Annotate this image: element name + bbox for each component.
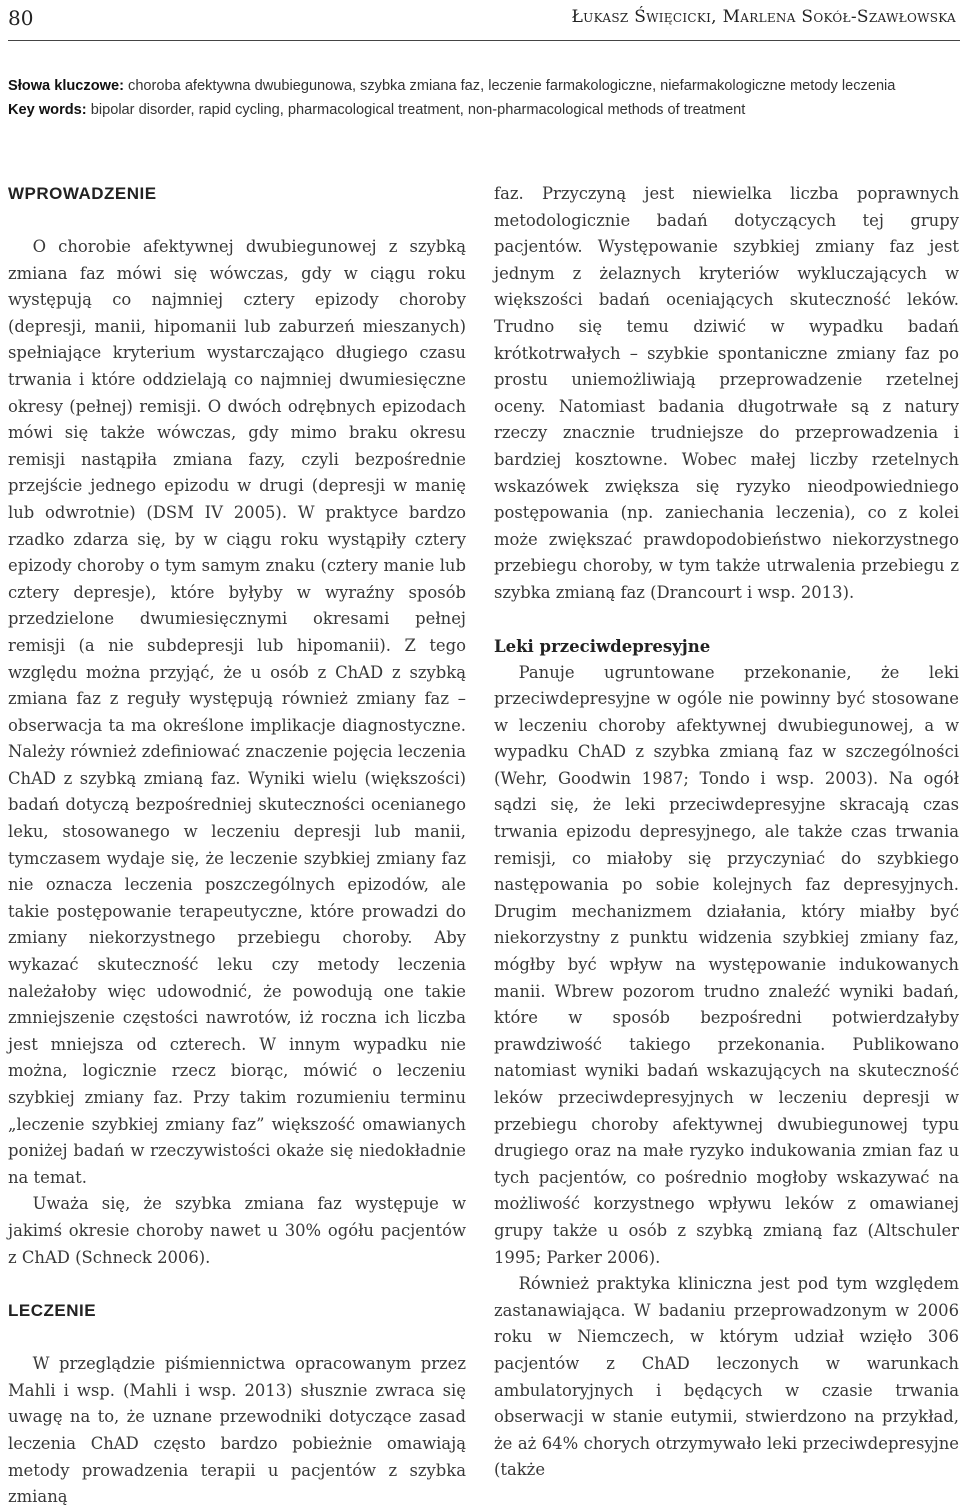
keywords-english-label: Key words: xyxy=(8,102,87,118)
intro-paragraph-2: Uważa się, że szybka zmiana faz występuje w jakimś okresie choroby nawet u 30% ogółu pacjentów z ChAD (Schneck 2006). xyxy=(8,1194,466,1267)
treatment-paragraph-1: W przeglądzie piśmiennictwa opracowanym przez Mahli i wsp. (Mahli i wsp. 2013) słusznie zwraca się uwagę na to, że uznane przewodniki dotyczące zasad leczenia ChAD często bardzo pobieżnie omawiają metody prowadzenia terapii u pacjentów z szybka zmianą xyxy=(8,1354,466,1507)
keywords-english xyxy=(8,98,958,122)
section-heading-introduction: WPROWADZENIE xyxy=(8,184,157,203)
intro-paragraph-1: O chorobie afektywnej dwubiegunowej z szybką zmiana faz mówi się wówczas, gdy w ciągu roku występują co najmniej cztery epizody choroby (depresji, manii, hipomanii lub zaburzeń mieszanych) spełniające kryterium wystarczająco długiego czasu trwania i które oddzielają co najmniej dwumiesięczne okresy (pełnej) remisji. O dwóch odrębnych epizodach mówi się także wówczas, gdy mimo braku okresu remisji nastąpiła zmiana fazy, czyli bezpośrednie przejście jednego epizodu w drugi (depresji w manię lub odwrotnie) (DSM IV 2005). W praktyce bardzo rzadko zdarza się, by w ciągu roku wystąpiły cztery epizody choroby o tym samym znaku (cztery manie lub cztery depresje), które byłyby w wyraźny sposób przedzielone dwumiesięcznymi okresami pełnej remisji (a nie subdepresji lub hipomanii). Z tego względu można przyjąć, że u osób z ChAD z szybką zmiana faz z reguły występują również zmiany faz – obserwacja ta ma określone implikacje diagnostyczne. Należy również zdefiniować znaczenie pojęcia leczenia ChAD z szybką zmianą faz. Wyniki wielu (większości) badań dotyczą bezpośredniej skuteczności ocenianego leku, stosowanego w leczeniu depresji lub manii, tymczasem wydaje się, że leczenie szybkiej zmiany faz nie oznacza leczenia poszczególnych epizodów, ale takie postępowanie terapeutyczne, które prowadzi do zmiany niekorzystnego przebiegu choroby. Aby wykazać skuteczność leku czy metody leczenia należałoby więc udowodnić, że powodują one takie zmniejszenie częstości nawrotów, iż roczna ich liczba jest mniejsza od czterech. W innym wypadku nie można, logicznie rzecz biorąc, mówić o leczeniu szybkiej zmiany faz. Przy takim rozumieniu terminu „leczenie szybkiej zmiany faz” większość omawianych poniżej badań w rzeczywistości okaże się niedokładnie na temat. xyxy=(8,237,466,1187)
right-column xyxy=(494,181,959,1484)
keywords-polish xyxy=(8,74,958,98)
keywords-english-text: bipolar disorder, rapid cycling, pharmacological treatment, non-pharmacological methods of treatment xyxy=(86,102,746,118)
keywords-block xyxy=(8,74,958,122)
left-column xyxy=(8,181,466,1511)
page-number: 80 xyxy=(8,6,34,30)
keywords-polish-label: Słowa kluczowe: xyxy=(8,78,124,94)
continued-paragraph: faz. Przyczyną jest niewielka liczba poprawnych metodologicznie badań dotyczących tej grupy pacjentów. Występowanie szybkiej zmiany faz jest jednym z żelaznych kryteriów wykluczających w większości badań oceniających skuteczność leków. Trudno się temu dziwić w wypadku badań krótkotrwałych – szybkie spontaniczne zmiany faz po prostu uniemożliwiają przeprowadzenie rzetelnej oceny. Natomiast badania długotrwałe są z natury rzeczy znacznie trudniejsze do przeprowadzenia i bardziej kosztowne. Wobec małej liczby rzetelnych wskazówek zwiększa się ryzyko nieodpowiedniego postępowania (np. zaniechania leczenia), co z kolei może zwiększać prawdopodobieństwo niekorzystnego przebiegu choroby, w tym także utrwalenia przebiegu z szybka zmianą faz (Drancourt i wsp. 2013). xyxy=(494,184,959,602)
antidepressants-paragraph-2: Również praktyka kliniczna jest pod tym względem zastanawiająca. W badaniu przeprowadzonym w 2006 roku w Niemczech, w którym udział wzięło 306 pacjentów z ChAD leczonych w warunkach ambulatoryjnych i będących w czasie trwania obserwacji w stanie eutymii, stwierdzono na przykład, że aż 64% chorych otrzymywało leki przeciwdepresyjne (także xyxy=(494,1274,959,1480)
keywords-polish-text: choroba afektywna dwubiegunowa, szybka zmiana faz, leczenie farmakologiczne, niefarmakologiczne metody leczenia xyxy=(123,78,896,94)
section-heading-treatment: LECZENIE xyxy=(8,1301,97,1321)
running-head-authors: Łukasz Święcicki, Marlena Sokół-Szawłowska xyxy=(571,7,956,27)
header-rule xyxy=(8,40,960,41)
subsection-heading-antidepressants: Leki przeciwdepresyjne xyxy=(494,636,711,656)
antidepressants-paragraph-1: Panuje ugruntowane przekonanie, że leki przeciwdepresyjne w ogóle nie powinny być stosowane w leczeniu choroby afektywnej dwubiegunowej, a w wypadku ChAD z szybka zmianą faz w szczególności (Wehr, Goodwin 1987; Tondo i wsp. 2003). Na ogół sądzi się, że leki przeciwdepresyjne skracają czas trwania epizodu depresyjnego, ale także czas trwania remisji, co miałoby się przyczyniać do szybkiego następowania po sobie kolejnych faz depresyjnych. Drugim mechanizmem działania, który miałby być niekorzystny z punktu widzenia szybkiej zmiany faz, mógłby być wpływ na występowanie indukowanych manii. Wbrew pozorom trudno znaleźć wyniki badań, które w sposób bezpośredni potwierdzałyby prawdziwość takiego przekonania. Publikowano natomiast wyniki badań wskazujących na skuteczność leków przeciwdepresyjnych w leczeniu depresji w przebiegu choroby afektywnej dwubiegunowej typu drugiego oraz na małe ryzyko indukowania zmian faz u tych pacjentów, co pośrednio mogłoby wskazywać na możliwość korzystnego wpływu leków z omawianej grupy także u osób z szybką zmianą faz (Altschuler 1995; Parker 2006). xyxy=(494,662,959,1267)
page-header xyxy=(0,0,960,40)
